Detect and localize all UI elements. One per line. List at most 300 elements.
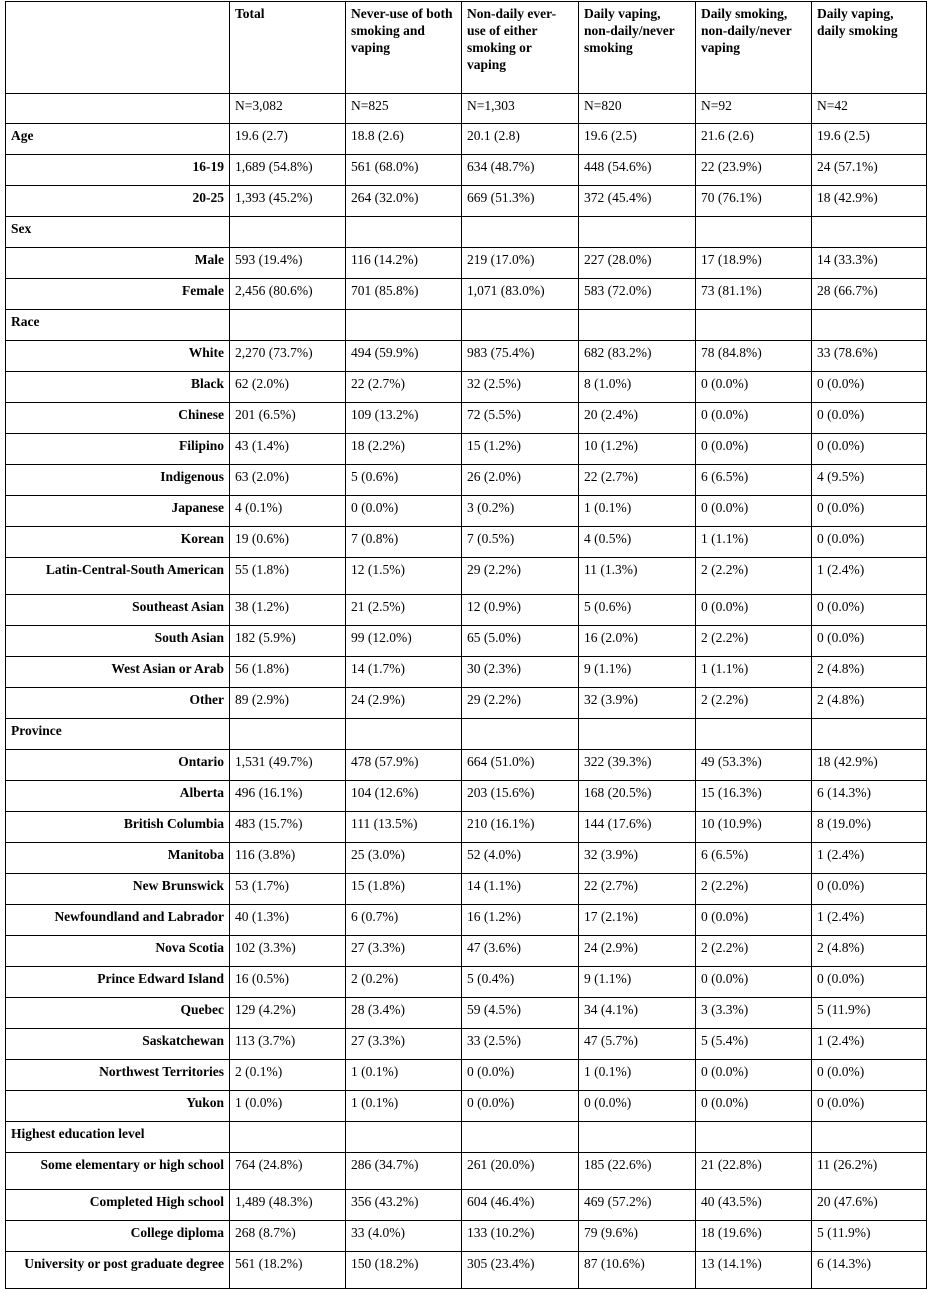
- row-label: Alberta: [6, 781, 230, 812]
- table-cell: 59 (4.5%): [462, 998, 579, 1029]
- table-cell: 0 (0.0%): [696, 1060, 812, 1091]
- section-row: [6, 719, 927, 750]
- table-cell: 664 (51.0%): [462, 750, 579, 781]
- header-cell-never-use: Never-use of both smoking and vaping: [346, 2, 462, 94]
- table-cell: 1 (0.1%): [346, 1091, 462, 1122]
- section-row: [6, 124, 927, 155]
- table-cell: [696, 217, 812, 248]
- table-cell: 0 (0.0%): [812, 434, 927, 465]
- table-cell: 102 (3.3%): [230, 936, 346, 967]
- table-cell: [346, 310, 462, 341]
- table-cell: 5 (0.6%): [579, 595, 696, 626]
- table-cell: 0 (0.0%): [696, 1091, 812, 1122]
- table-cell: 0 (0.0%): [812, 967, 927, 998]
- section-label: Sex: [6, 217, 230, 248]
- table-row: [6, 465, 927, 496]
- table-cell: 2 (2.2%): [696, 688, 812, 719]
- table-cell: 5 (11.9%): [812, 1221, 927, 1252]
- table-cell: 286 (34.7%): [346, 1153, 462, 1190]
- row-label: Female: [6, 279, 230, 310]
- table-row: [6, 1153, 927, 1190]
- table-cell: 2 (0.2%): [346, 967, 462, 998]
- table-cell: 764 (24.8%): [230, 1153, 346, 1190]
- table-cell: 17 (2.1%): [579, 905, 696, 936]
- table-cell: 6 (14.3%): [812, 781, 927, 812]
- table-cell: [462, 1122, 579, 1153]
- row-label: Filipino: [6, 434, 230, 465]
- table-cell: 8 (19.0%): [812, 812, 927, 843]
- table-row: [6, 1091, 927, 1122]
- table-cell: 0 (0.0%): [696, 595, 812, 626]
- table-cell: 3 (0.2%): [462, 496, 579, 527]
- table-cell: 21.6 (2.6): [696, 124, 812, 155]
- row-label: New Brunswick: [6, 874, 230, 905]
- sample-size-row: [6, 94, 927, 124]
- table-cell: 13 (14.1%): [696, 1252, 812, 1289]
- table-cell: 0 (0.0%): [812, 1091, 927, 1122]
- table-row: [6, 967, 927, 998]
- table-row: [6, 905, 927, 936]
- header-cell-0: [6, 2, 230, 94]
- table-cell: 16 (0.5%): [230, 967, 346, 998]
- table-cell: 983 (75.4%): [462, 341, 579, 372]
- table-cell: 24 (57.1%): [812, 155, 927, 186]
- table-row: [6, 372, 927, 403]
- table-row: [6, 781, 927, 812]
- sample-size-cell: N=825: [346, 94, 462, 124]
- table-cell: 56 (1.8%): [230, 657, 346, 688]
- table-cell: 2 (2.2%): [696, 626, 812, 657]
- table-row: [6, 1221, 927, 1252]
- header-cell-dual-daily: Daily vaping, daily smoking: [812, 2, 927, 94]
- table-cell: 593 (19.4%): [230, 248, 346, 279]
- table-cell: 305 (23.4%): [462, 1252, 579, 1289]
- table-cell: [346, 719, 462, 750]
- table-cell: 65 (5.0%): [462, 626, 579, 657]
- table-cell: 7 (0.5%): [462, 527, 579, 558]
- sample-size-cell: N=1,303: [462, 94, 579, 124]
- table-cell: 2 (2.2%): [696, 874, 812, 905]
- table-cell: 113 (3.7%): [230, 1029, 346, 1060]
- table-cell: 0 (0.0%): [812, 1060, 927, 1091]
- table-cell: 669 (51.3%): [462, 186, 579, 217]
- table-row: [6, 496, 927, 527]
- table-cell: 3 (3.3%): [696, 998, 812, 1029]
- table-cell: 17 (18.9%): [696, 248, 812, 279]
- table-cell: 634 (48.7%): [462, 155, 579, 186]
- table-cell: 55 (1.8%): [230, 558, 346, 595]
- sample-size-cell: N=3,082: [230, 94, 346, 124]
- table-cell: 32 (2.5%): [462, 372, 579, 403]
- table-cell: 78 (84.8%): [696, 341, 812, 372]
- table-cell: 70 (76.1%): [696, 186, 812, 217]
- table-cell: 0 (0.0%): [579, 1091, 696, 1122]
- table-cell: 47 (3.6%): [462, 936, 579, 967]
- header-cell-non-daily: Non-daily ever-use of either smoking or vaping: [462, 2, 579, 94]
- table-cell: [812, 1122, 927, 1153]
- table-cell: 53 (1.7%): [230, 874, 346, 905]
- table-cell: 28 (66.7%): [812, 279, 927, 310]
- table-cell: 15 (16.3%): [696, 781, 812, 812]
- table-row: [6, 998, 927, 1029]
- table-row: [6, 1060, 927, 1091]
- table-cell: 561 (18.2%): [230, 1252, 346, 1289]
- table-cell: 0 (0.0%): [462, 1060, 579, 1091]
- row-label: Nova Scotia: [6, 936, 230, 967]
- table-cell: 1 (2.4%): [812, 1029, 927, 1060]
- table-cell: [346, 1122, 462, 1153]
- table-row: [6, 1190, 927, 1221]
- table-row: [6, 558, 927, 595]
- table-cell: 10 (10.9%): [696, 812, 812, 843]
- table-cell: 7 (0.8%): [346, 527, 462, 558]
- sample-size-cell: N=820: [579, 94, 696, 124]
- table-cell: 20 (2.4%): [579, 403, 696, 434]
- table-cell: [579, 719, 696, 750]
- table-cell: 27 (3.3%): [346, 936, 462, 967]
- table-cell: 0 (0.0%): [346, 496, 462, 527]
- table-row: [6, 403, 927, 434]
- section-row: [6, 310, 927, 341]
- table-cell: 43 (1.4%): [230, 434, 346, 465]
- table-cell: 0 (0.0%): [812, 874, 927, 905]
- demographics-table: [5, 1, 927, 1289]
- table-cell: 701 (85.8%): [346, 279, 462, 310]
- table-cell: 1 (2.4%): [812, 558, 927, 595]
- table-cell: 1 (0.1%): [579, 1060, 696, 1091]
- table-cell: 268 (8.7%): [230, 1221, 346, 1252]
- table-cell: 22 (23.9%): [696, 155, 812, 186]
- table-cell: 21 (22.8%): [696, 1153, 812, 1190]
- table-cell: 34 (4.1%): [579, 998, 696, 1029]
- table-cell: 210 (16.1%): [462, 812, 579, 843]
- row-label: Southeast Asian: [6, 595, 230, 626]
- row-label: White: [6, 341, 230, 372]
- table-cell: 227 (28.0%): [579, 248, 696, 279]
- table-cell: 49 (53.3%): [696, 750, 812, 781]
- row-label: Quebec: [6, 998, 230, 1029]
- table-row: [6, 527, 927, 558]
- table-cell: 5 (11.9%): [812, 998, 927, 1029]
- table-row: [6, 936, 927, 967]
- table-cell: [579, 217, 696, 248]
- row-label: Prince Edward Island: [6, 967, 230, 998]
- table-cell: 33 (78.6%): [812, 341, 927, 372]
- table-row: [6, 595, 927, 626]
- table-cell: 0 (0.0%): [812, 626, 927, 657]
- table-cell: 1 (1.1%): [696, 527, 812, 558]
- table-cell: 0 (0.0%): [812, 595, 927, 626]
- table-cell: 261 (20.0%): [462, 1153, 579, 1190]
- table-cell: 372 (45.4%): [579, 186, 696, 217]
- table-cell: 116 (14.2%): [346, 248, 462, 279]
- table-cell: 469 (57.2%): [579, 1190, 696, 1221]
- table-cell: 99 (12.0%): [346, 626, 462, 657]
- table-row: [6, 341, 927, 372]
- row-label: Japanese: [6, 496, 230, 527]
- section-row: [6, 217, 927, 248]
- table-row: [6, 1252, 927, 1289]
- table-cell: 6 (6.5%): [696, 465, 812, 496]
- table-cell: 583 (72.0%): [579, 279, 696, 310]
- row-label: Newfoundland and Labrador: [6, 905, 230, 936]
- table-cell: 356 (43.2%): [346, 1190, 462, 1221]
- table-cell: 4 (0.5%): [579, 527, 696, 558]
- row-label: South Asian: [6, 626, 230, 657]
- table-cell: 18 (2.2%): [346, 434, 462, 465]
- table-cell: 11 (26.2%): [812, 1153, 927, 1190]
- table-cell: 2 (4.8%): [812, 936, 927, 967]
- table-cell: 33 (4.0%): [346, 1221, 462, 1252]
- table-cell: 79 (9.6%): [579, 1221, 696, 1252]
- table-cell: 19.6 (2.5): [812, 124, 927, 155]
- table-row: [6, 1029, 927, 1060]
- table-cell: 22 (2.7%): [346, 372, 462, 403]
- row-label: Black: [6, 372, 230, 403]
- row-label: University or post graduate degree: [6, 1252, 230, 1289]
- table-cell: 20 (47.6%): [812, 1190, 927, 1221]
- row-label: Northwest Territories: [6, 1060, 230, 1091]
- table-cell: 0 (0.0%): [696, 403, 812, 434]
- table-row: [6, 186, 927, 217]
- table-row: [6, 750, 927, 781]
- table-cell: 133 (10.2%): [462, 1221, 579, 1252]
- table-cell: [230, 719, 346, 750]
- row-label: College diploma: [6, 1221, 230, 1252]
- table-cell: 16 (1.2%): [462, 905, 579, 936]
- table-cell: 38 (1.2%): [230, 595, 346, 626]
- table-cell: 87 (10.6%): [579, 1252, 696, 1289]
- table-cell: 18.8 (2.6): [346, 124, 462, 155]
- table-cell: 1 (2.4%): [812, 905, 927, 936]
- table-cell: 16 (2.0%): [579, 626, 696, 657]
- row-label: Indigenous: [6, 465, 230, 496]
- table-header: [6, 2, 927, 124]
- row-label: Latin-Central-South American: [6, 558, 230, 595]
- sample-size-cell: N=42: [812, 94, 927, 124]
- table-cell: 8 (1.0%): [579, 372, 696, 403]
- table-cell: 27 (3.3%): [346, 1029, 462, 1060]
- table-cell: 0 (0.0%): [812, 496, 927, 527]
- table-cell: [230, 217, 346, 248]
- row-label: Yukon: [6, 1091, 230, 1122]
- table-cell: 22 (2.7%): [579, 874, 696, 905]
- table-cell: 116 (3.8%): [230, 843, 346, 874]
- section-label: Province: [6, 719, 230, 750]
- table-cell: 10 (1.2%): [579, 434, 696, 465]
- row-label: Some elementary or high school: [6, 1153, 230, 1190]
- table-cell: 2,270 (73.7%): [230, 341, 346, 372]
- table-row: [6, 626, 927, 657]
- table-cell: 62 (2.0%): [230, 372, 346, 403]
- table-cell: 33 (2.5%): [462, 1029, 579, 1060]
- table-cell: 604 (46.4%): [462, 1190, 579, 1221]
- table-cell: 25 (3.0%): [346, 843, 462, 874]
- table-cell: 264 (32.0%): [346, 186, 462, 217]
- table-cell: 22 (2.7%): [579, 465, 696, 496]
- header-row: [6, 2, 927, 94]
- table-row: [6, 812, 927, 843]
- table-row: [6, 155, 927, 186]
- table-cell: [462, 310, 579, 341]
- table-cell: 73 (81.1%): [696, 279, 812, 310]
- table-cell: 448 (54.6%): [579, 155, 696, 186]
- table-cell: [230, 1122, 346, 1153]
- table-cell: 203 (15.6%): [462, 781, 579, 812]
- table-cell: 30 (2.3%): [462, 657, 579, 688]
- table-row: [6, 657, 927, 688]
- table-cell: 1,489 (48.3%): [230, 1190, 346, 1221]
- table-cell: 5 (5.4%): [696, 1029, 812, 1060]
- header-cell-daily-vaping: Daily vaping, non-daily/never smoking: [579, 2, 696, 94]
- table-cell: [812, 719, 927, 750]
- table-cell: 15 (1.2%): [462, 434, 579, 465]
- table-cell: 1,531 (49.7%): [230, 750, 346, 781]
- table-cell: 2 (4.8%): [812, 657, 927, 688]
- row-label: Chinese: [6, 403, 230, 434]
- sample-size-cell: [6, 94, 230, 124]
- table-cell: 2,456 (80.6%): [230, 279, 346, 310]
- table-cell: 129 (4.2%): [230, 998, 346, 1029]
- table-cell: 72 (5.5%): [462, 403, 579, 434]
- table-cell: 11 (1.3%): [579, 558, 696, 595]
- table-cell: 2 (2.2%): [696, 558, 812, 595]
- table-cell: 561 (68.0%): [346, 155, 462, 186]
- table-cell: 9 (1.1%): [579, 967, 696, 998]
- table-cell: 12 (1.5%): [346, 558, 462, 595]
- table-cell: 109 (13.2%): [346, 403, 462, 434]
- table-row: [6, 688, 927, 719]
- table-cell: [346, 217, 462, 248]
- header-cell-daily-smoking: Daily smoking, non-daily/never vaping: [696, 2, 812, 94]
- table-row: [6, 248, 927, 279]
- table-cell: 6 (0.7%): [346, 905, 462, 936]
- table-cell: 24 (2.9%): [346, 688, 462, 719]
- table-cell: 0 (0.0%): [812, 403, 927, 434]
- table-cell: 32 (3.9%): [579, 688, 696, 719]
- table-cell: 1,071 (83.0%): [462, 279, 579, 310]
- table-cell: [579, 1122, 696, 1153]
- table-cell: 4 (0.1%): [230, 496, 346, 527]
- table-cell: 494 (59.9%): [346, 341, 462, 372]
- table-cell: 185 (22.6%): [579, 1153, 696, 1190]
- table-cell: 19.6 (2.7): [230, 124, 346, 155]
- table-cell: 15 (1.8%): [346, 874, 462, 905]
- section-label: Age: [6, 124, 230, 155]
- table-cell: [579, 310, 696, 341]
- table-cell: 1 (0.1%): [346, 1060, 462, 1091]
- table-cell: 5 (0.6%): [346, 465, 462, 496]
- table-cell: 201 (6.5%): [230, 403, 346, 434]
- table-cell: 29 (2.2%): [462, 688, 579, 719]
- table-cell: 0 (0.0%): [696, 967, 812, 998]
- table-cell: 0 (0.0%): [696, 434, 812, 465]
- section-row: [6, 1122, 927, 1153]
- table-cell: 182 (5.9%): [230, 626, 346, 657]
- table-row: [6, 434, 927, 465]
- table-cell: 682 (83.2%): [579, 341, 696, 372]
- row-label: West Asian or Arab: [6, 657, 230, 688]
- table-cell: 322 (39.3%): [579, 750, 696, 781]
- table-cell: 483 (15.7%): [230, 812, 346, 843]
- table-cell: 18 (42.9%): [812, 186, 927, 217]
- row-label: Completed High school: [6, 1190, 230, 1221]
- table-cell: 219 (17.0%): [462, 248, 579, 279]
- row-label: 20-25: [6, 186, 230, 217]
- table-cell: 1 (0.0%): [230, 1091, 346, 1122]
- table-cell: 12 (0.9%): [462, 595, 579, 626]
- table-cell: 496 (16.1%): [230, 781, 346, 812]
- table-cell: 6 (14.3%): [812, 1252, 927, 1289]
- header-cell-total: Total: [230, 2, 346, 94]
- table-cell: 29 (2.2%): [462, 558, 579, 595]
- table-cell: 4 (9.5%): [812, 465, 927, 496]
- table-cell: 150 (18.2%): [346, 1252, 462, 1289]
- table-cell: 104 (12.6%): [346, 781, 462, 812]
- row-label: Saskatchewan: [6, 1029, 230, 1060]
- table-cell: 1 (2.4%): [812, 843, 927, 874]
- table-cell: 111 (13.5%): [346, 812, 462, 843]
- table-cell: [696, 719, 812, 750]
- table-cell: 89 (2.9%): [230, 688, 346, 719]
- table-cell: 0 (0.0%): [696, 905, 812, 936]
- table-cell: 47 (5.7%): [579, 1029, 696, 1060]
- row-label: Male: [6, 248, 230, 279]
- table-cell: 18 (42.9%): [812, 750, 927, 781]
- table-cell: 19 (0.6%): [230, 527, 346, 558]
- table-cell: 40 (1.3%): [230, 905, 346, 936]
- table-cell: 0 (0.0%): [696, 372, 812, 403]
- table-row: [6, 279, 927, 310]
- table-cell: 14 (33.3%): [812, 248, 927, 279]
- table-cell: [696, 310, 812, 341]
- table-cell: 1,393 (45.2%): [230, 186, 346, 217]
- row-label: 16-19: [6, 155, 230, 186]
- table-cell: 26 (2.0%): [462, 465, 579, 496]
- table-row: [6, 843, 927, 874]
- table-cell: [812, 310, 927, 341]
- row-label: Other: [6, 688, 230, 719]
- row-label: Korean: [6, 527, 230, 558]
- table-body: [6, 124, 927, 1289]
- sample-size-cell: N=92: [696, 94, 812, 124]
- table-cell: [812, 217, 927, 248]
- table-cell: 5 (0.4%): [462, 967, 579, 998]
- table-cell: 478 (57.9%): [346, 750, 462, 781]
- table-cell: 21 (2.5%): [346, 595, 462, 626]
- table-cell: 1 (0.1%): [579, 496, 696, 527]
- table-cell: 0 (0.0%): [812, 527, 927, 558]
- table-cell: 2 (0.1%): [230, 1060, 346, 1091]
- table-cell: 28 (3.4%): [346, 998, 462, 1029]
- section-label: Highest education level: [6, 1122, 230, 1153]
- row-label: British Columbia: [6, 812, 230, 843]
- table-cell: [462, 719, 579, 750]
- table-cell: 2 (4.8%): [812, 688, 927, 719]
- table-cell: [230, 310, 346, 341]
- table-cell: 18 (19.6%): [696, 1221, 812, 1252]
- table-cell: 0 (0.0%): [462, 1091, 579, 1122]
- table-cell: 63 (2.0%): [230, 465, 346, 496]
- table-cell: 19.6 (2.5): [579, 124, 696, 155]
- table-cell: 1,689 (54.8%): [230, 155, 346, 186]
- table-cell: 2 (2.2%): [696, 936, 812, 967]
- table-cell: 168 (20.5%): [579, 781, 696, 812]
- section-label: Race: [6, 310, 230, 341]
- table-cell: 1 (1.1%): [696, 657, 812, 688]
- table-cell: 52 (4.0%): [462, 843, 579, 874]
- table-cell: 14 (1.7%): [346, 657, 462, 688]
